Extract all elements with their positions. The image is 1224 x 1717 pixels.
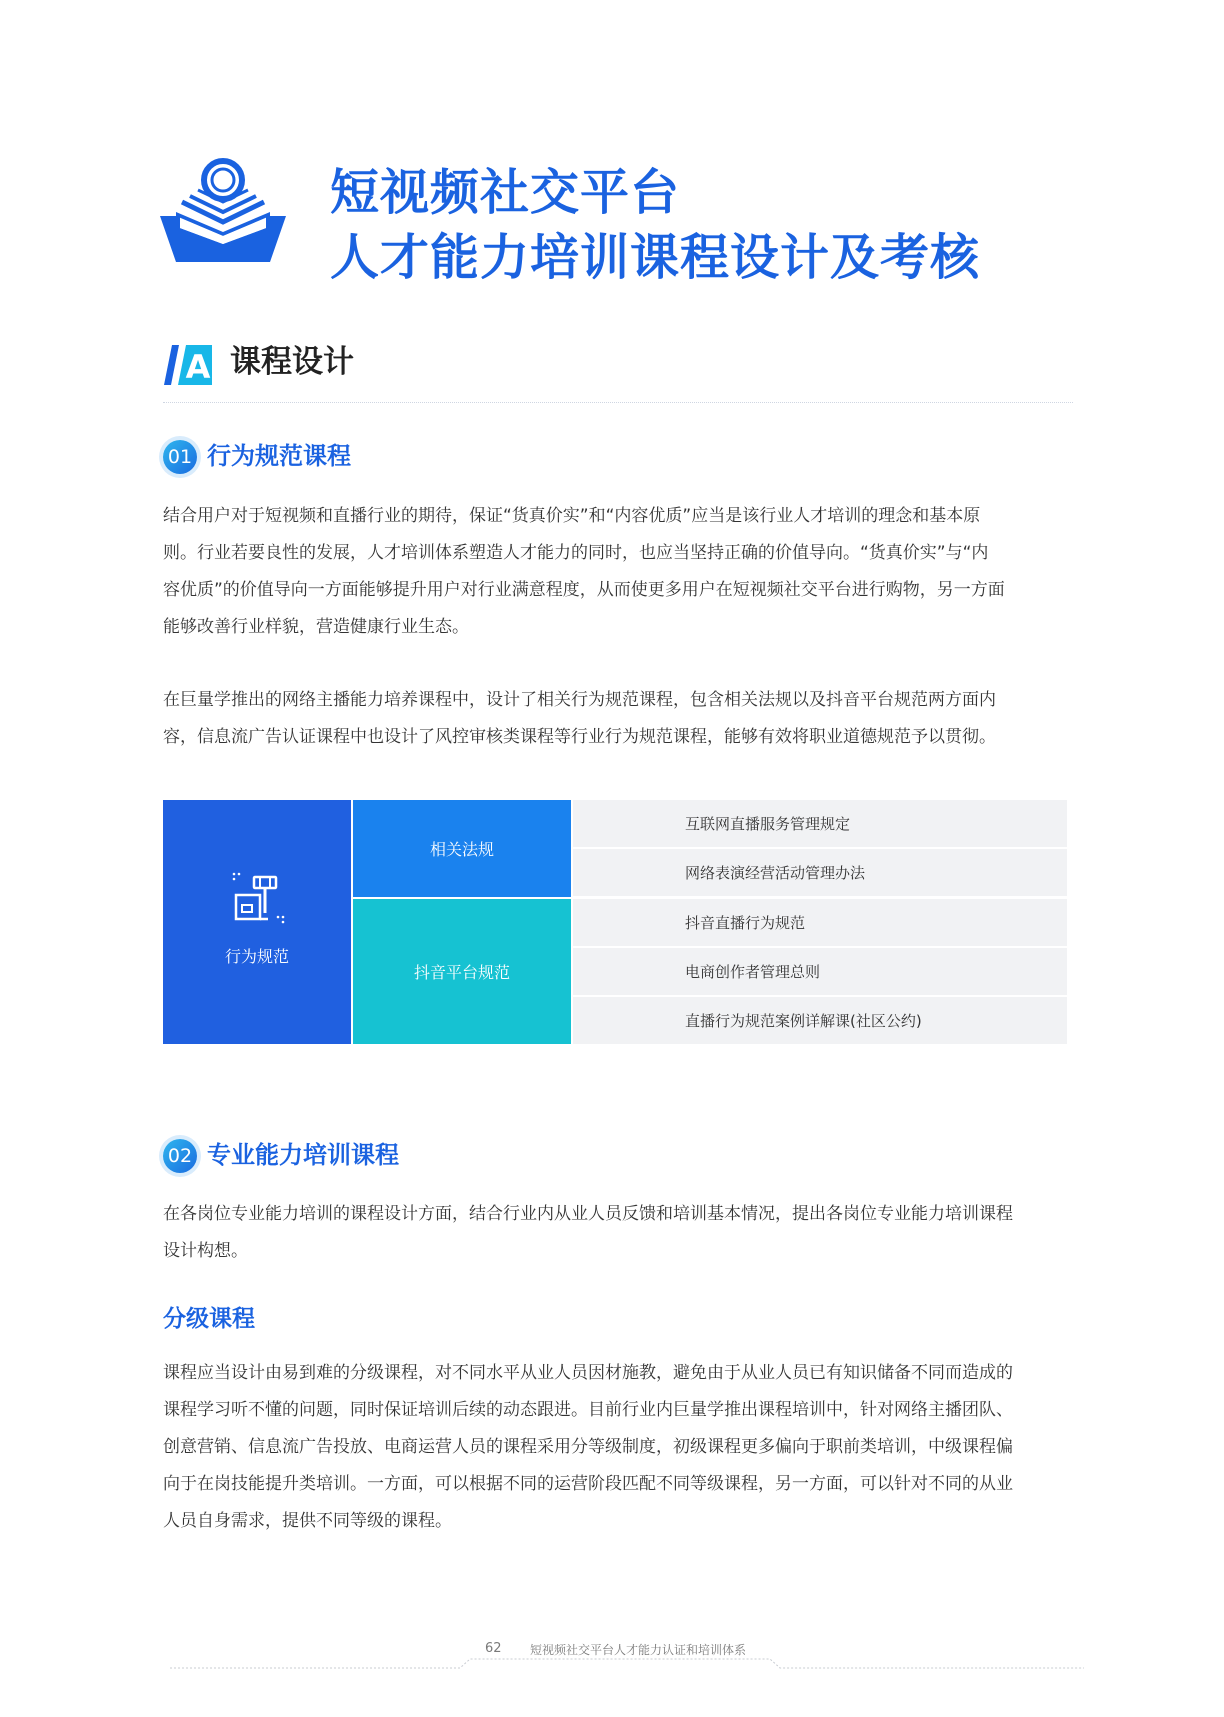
footer-title: 短视频社交平台人才能力认证和培训体系 (530, 1643, 747, 1657)
paragraph-line: 课程学习听不懂的问题，同时保证培训后续的动态跟进。目前行业内巨量学推出课程培训中，针对网络主播团队、 (163, 1400, 1013, 1420)
table-main-label: 行为规范 (224, 947, 289, 966)
graded-courses-paragraph (163, 1355, 1076, 1540)
section-01-paragraph-2 (163, 682, 1076, 756)
paragraph-line: 课程应当设计由易到难的分级课程，对不同水平从业人员因材施教，避免由于从业人员已有知识储备不同而造成的 (163, 1363, 1013, 1383)
section-a-badge (164, 345, 212, 385)
paragraph-line: 人员自身需求，提供不同等级的课程。 (163, 1511, 452, 1531)
table-item: 网络表演经营活动管理办法 (573, 849, 1067, 896)
paragraph-line: 则。行业若要良性的发展，人才培训体系塑造人才能力的同时，也应当坚持正确的价值导向。“货真价实”与“内 (163, 543, 989, 563)
page-number: 62 (485, 1641, 502, 1656)
section-01-badge: 01 (163, 440, 197, 474)
section-02-badge: 02 (163, 1139, 197, 1173)
section-a-title: 课程设计 (230, 344, 354, 380)
page-title-line-2: 人才能力培训课程设计及考核 (330, 229, 981, 286)
section-01-title: 行为规范课程 (207, 442, 351, 470)
paragraph-line: 创意营销、信息流广告投放、电商运营人员的课程采用分等级制度，初级课程更多偏向于职前类培训，中级课程偏 (163, 1437, 1013, 1457)
table-category-laws: 相关法规 (353, 800, 571, 897)
paragraph-line: 结合用户对于短视频和直播行业的期待，保证“货真价实”和“内容优质”应当是该行业人才培训的理念和基本原 (163, 506, 981, 526)
table-main-cell (163, 800, 351, 1044)
section-01-paragraph-1 (163, 498, 1076, 646)
footer-divider (170, 1658, 1084, 1670)
open-book-icon (160, 158, 286, 268)
table-item: 互联网直播服务管理规定 (573, 800, 1067, 847)
paragraph-line: 容，信息流广告认证课程中也设计了风控审核类课程等行业行为规范课程，能够有效将职业道德规范予以贯彻。 (163, 727, 996, 747)
subheading-graded-courses: 分级课程 (163, 1306, 255, 1332)
table-item: 直播行为规范案例详解课(社区公约) (573, 997, 1067, 1044)
paragraph-line: 设计构想。 (163, 1241, 248, 1261)
gavel-icon (230, 871, 286, 927)
table-item: 抖音直播行为规范 (573, 899, 1067, 946)
paragraph-line: 在各岗位专业能力培训的课程设计方面，结合行业内从业人员反馈和培训基本情况，提出各岗位专业能力培训课程 (163, 1204, 1013, 1224)
paragraph-line: 向于在岗技能提升类培训。一方面，可以根据不同的运营阶段匹配不同等级课程，另一方面，可以针对不同的从业 (163, 1474, 1013, 1494)
table-item: 电商创作者管理总则 (573, 948, 1067, 995)
behavior-norms-table (163, 800, 1067, 1044)
table-category-platform-rules: 抖音平台规范 (353, 899, 571, 1044)
svg-text:A: A (185, 348, 211, 385)
page-title-line-1: 短视频社交平台 (330, 164, 681, 221)
section-divider (163, 402, 1073, 403)
section-02-title: 专业能力培训课程 (207, 1141, 399, 1169)
section-02-paragraph (163, 1196, 1076, 1270)
paragraph-line: 在巨量学推出的网络主播能力培养课程中，设计了相关行为规范课程，包含相关法规以及抖音平台规范两方面内 (163, 690, 996, 710)
paragraph-line: 容优质”的价值导向一方面能够提升用户对行业满意程度，从而使更多用户在短视频社交平台进行购物，另一方面 (163, 580, 1005, 600)
paragraph-line: 能够改善行业样貌，营造健康行业生态。 (163, 617, 469, 637)
